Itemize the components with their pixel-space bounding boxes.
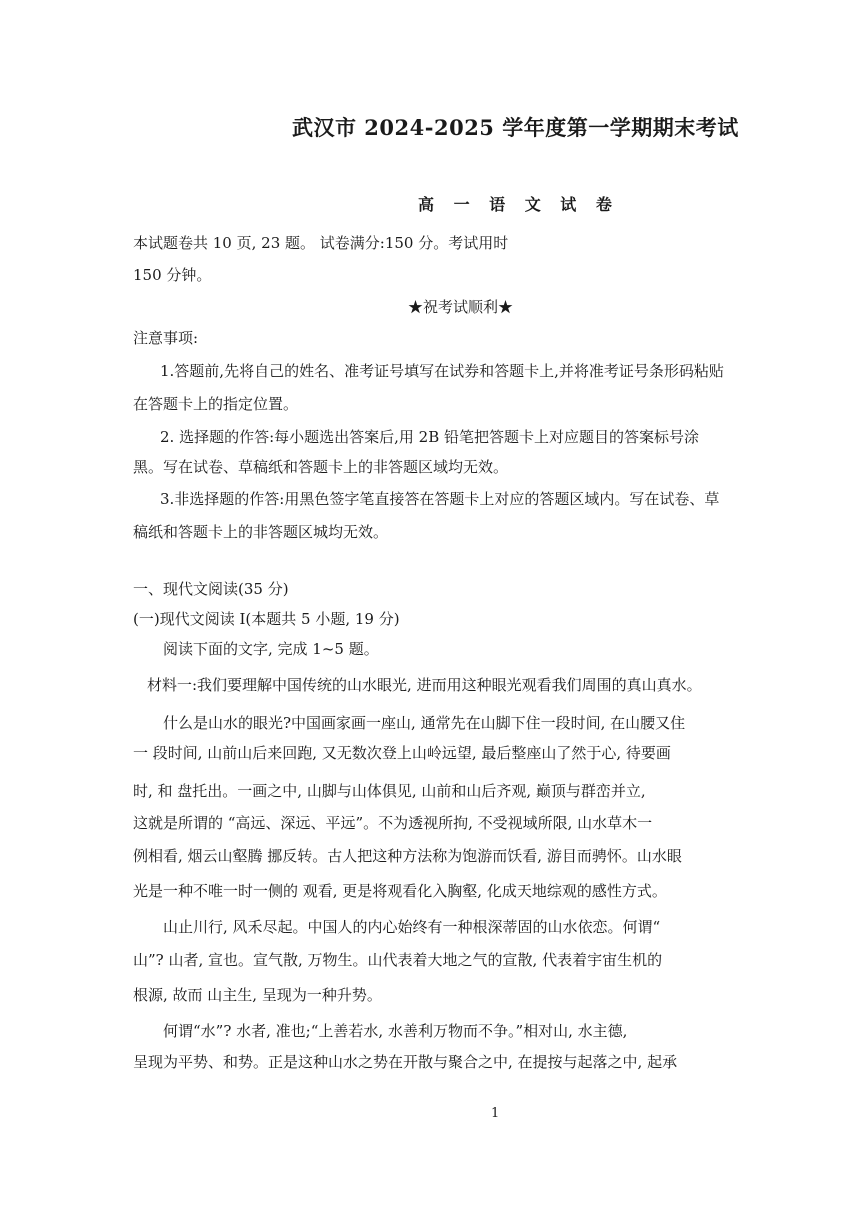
passage-line: 山止川行, 风禾尽起。中国人的内心始终有一种根深蒂固的山水依恋。何谓“ bbox=[163, 918, 661, 936]
exam-title: 武汉市 2024-2025 学年度第一学期期末考试 bbox=[292, 115, 739, 140]
passage-line: 光是一种不唯一时一侧的 观看, 更是将观看化入胸壑, 化成天地综观的感性方式。 bbox=[133, 882, 667, 900]
intro-line-1: 本试题卷共 10 页, 23 题。 试卷满分:150 分。考试用时 bbox=[133, 234, 509, 252]
material-intro: 材料一:我们要理解中国传统的山水眼光, 进而用这种眼光观看我们周围的真山真水。 bbox=[147, 676, 702, 694]
passage-line: 时, 和 盘托出。一画之中, 山脚与山体俱见, 山前和山后齐观, 巅顶与群峦并立, bbox=[133, 782, 646, 800]
note-item-1-line-2: 在答题卡上的指定位置。 bbox=[133, 395, 299, 413]
passage-line: 一 段时间, 山前山后来回跑, 又无数次登上山岭远望, 最后整座山了然于心, 待要画 bbox=[133, 744, 671, 762]
passage-line: 呈现为平势、和势。正是这种山水之势在开散与聚合之中, 在提按与起落之中, 起承 bbox=[133, 1053, 678, 1071]
notes-heading: 注意事项: bbox=[133, 329, 199, 347]
page-number: 1 bbox=[491, 1106, 500, 1121]
note-item-3-line-1: 3.非选择题的作答:用黑色签字笔直接答在答题卡上对应的答题区域内。写在试卷、草 bbox=[160, 490, 720, 508]
note-item-2-line-2: 黑。写在试卷、草稿纸和答题卡上的非答题区域均无效。 bbox=[133, 458, 509, 476]
exam-subtitle: 高 一 语 文 试 卷 bbox=[418, 195, 619, 214]
passage-line: 这就是所谓的 “高远、深远、平远”。不为透视所拘, 不受视域所限, 山水草木一 bbox=[133, 814, 653, 832]
section-subheading: (一)现代文阅读 I(本题共 5 小题, 19 分) bbox=[133, 610, 400, 628]
passage-line: 什么是山水的眼光?中国画家画一座山, 通常先在山脚下住一段时间, 在山腰又住 bbox=[163, 714, 686, 732]
passage-line: 例相看, 烟云山壑腾 挪反转。古人把这种方法称为饱游而饫看, 游目而骋怀。山水眼 bbox=[133, 847, 682, 865]
reading-instruction: 阅读下面的文字, 完成 1~5 题。 bbox=[163, 640, 379, 658]
passage-line: 山”? 山者, 宣也。宣气散, 万物生。山代表着大地之气的宣散, 代表着宇宙生机的 bbox=[133, 951, 663, 969]
blessing-text: ★祝考试顺利★ bbox=[408, 298, 514, 316]
intro-line-2: 150 分钟。 bbox=[133, 266, 212, 284]
note-item-3-line-2: 稿纸和答题卡上的非答题区城均无效。 bbox=[133, 523, 389, 541]
passage-line: 何谓“水”? 水者, 准也;“上善若水, 水善利万物而不争。”相对山, 水主德, bbox=[163, 1022, 628, 1040]
note-item-1-line-1: 1.答题前,先将自己的姓名、准考证号填写在试券和答题卡上,并将准考证号条形码粘贴 bbox=[160, 362, 724, 380]
note-item-2-line-1: 2. 选择题的作答:每小题选出答案后,用 2B 铅笔把答题卡上对应题目的答案标号涂 bbox=[160, 428, 700, 446]
passage-line: 根源, 故而 山主生, 呈现为一种升势。 bbox=[133, 986, 382, 1004]
section-heading: 一、现代文阅读(35 分) bbox=[133, 580, 289, 598]
